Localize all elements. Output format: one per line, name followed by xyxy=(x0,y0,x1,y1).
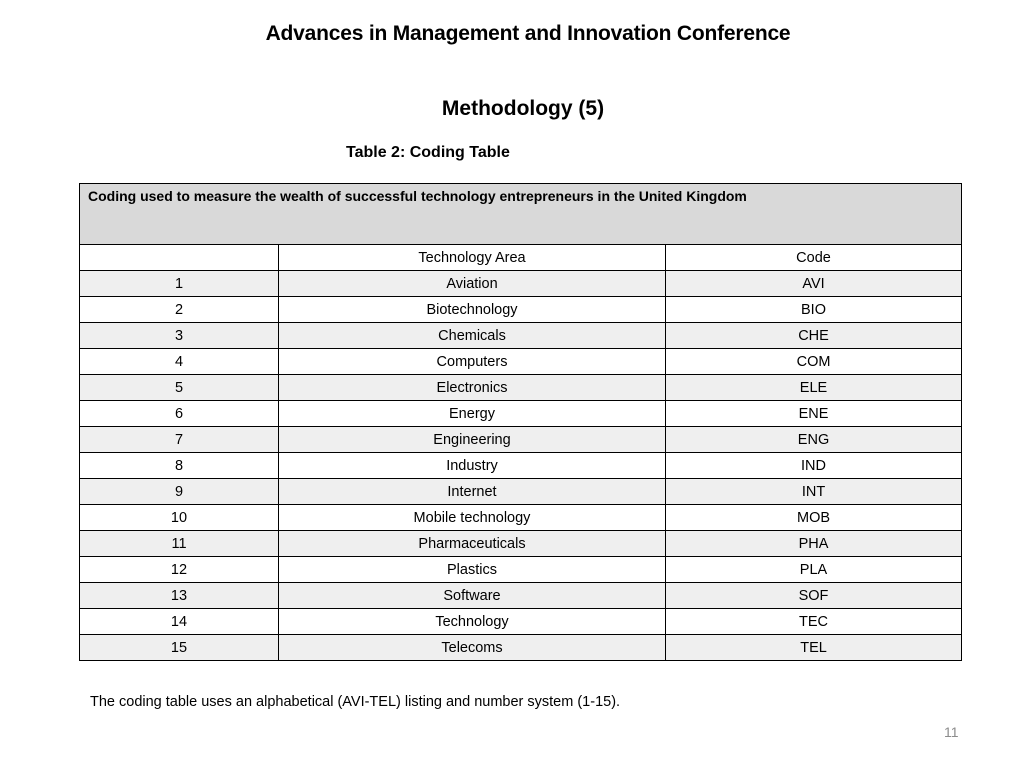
footnote: The coding table uses an alphabetical (AVI-TEL) listing and number system (1-15). xyxy=(90,694,621,710)
row-technology-area: Telecoms xyxy=(279,635,666,661)
table-row xyxy=(80,609,962,635)
row-code: COM xyxy=(666,349,962,375)
table-row xyxy=(80,375,962,401)
row-code: SOF xyxy=(666,583,962,609)
row-code: BIO xyxy=(666,297,962,323)
table-row xyxy=(80,453,962,479)
row-number: 5 xyxy=(80,375,279,401)
row-number: 14 xyxy=(80,609,279,635)
page-number: 11 xyxy=(944,724,959,740)
row-number: 8 xyxy=(80,453,279,479)
row-technology-area: Mobile technology xyxy=(279,505,666,531)
row-technology-area: Plastics xyxy=(279,557,666,583)
table-row xyxy=(80,479,962,505)
row-code: ENE xyxy=(666,401,962,427)
column-header-row xyxy=(80,245,962,271)
row-number: 11 xyxy=(80,531,279,557)
row-technology-area: Engineering xyxy=(279,427,666,453)
row-number: 15 xyxy=(80,635,279,661)
row-code: TEL xyxy=(666,635,962,661)
row-code: MOB xyxy=(666,505,962,531)
row-technology-area: Industry xyxy=(279,453,666,479)
row-technology-area: Chemicals xyxy=(279,323,666,349)
table-header-row xyxy=(80,184,962,245)
table-header-cell: Coding used to measure the wealth of successful technology entrepreneurs in the United Kingdom xyxy=(80,184,962,245)
row-code: TEC xyxy=(666,609,962,635)
column-header-index xyxy=(80,245,279,271)
row-number: 7 xyxy=(80,427,279,453)
row-technology-area: Pharmaceuticals xyxy=(279,531,666,557)
row-number: 10 xyxy=(80,505,279,531)
row-number: 2 xyxy=(80,297,279,323)
row-technology-area: Computers xyxy=(279,349,666,375)
table-row xyxy=(80,505,962,531)
row-number: 1 xyxy=(80,271,279,297)
row-technology-area: Electronics xyxy=(279,375,666,401)
row-code: ENG xyxy=(666,427,962,453)
column-header-technology-area: Technology Area xyxy=(279,245,666,271)
row-number: 6 xyxy=(80,401,279,427)
row-code: ELE xyxy=(666,375,962,401)
row-technology-area: Aviation xyxy=(279,271,666,297)
table-caption: Table 2: Coding Table xyxy=(346,144,510,161)
row-technology-area: Biotechnology xyxy=(279,297,666,323)
row-number: 12 xyxy=(80,557,279,583)
row-number: 13 xyxy=(80,583,279,609)
table-row xyxy=(80,557,962,583)
table-row xyxy=(80,323,962,349)
row-technology-area: Technology xyxy=(279,609,666,635)
table-row xyxy=(80,349,962,375)
column-header-code: Code xyxy=(666,245,962,271)
row-number: 4 xyxy=(80,349,279,375)
table-row xyxy=(80,583,962,609)
table-row xyxy=(80,401,962,427)
table-row xyxy=(80,531,962,557)
table-row xyxy=(80,297,962,323)
row-number: 3 xyxy=(80,323,279,349)
table-row xyxy=(80,271,962,297)
table-row xyxy=(80,635,962,661)
row-code: INT xyxy=(666,479,962,505)
conference-title: Advances in Management and Innovation Conference xyxy=(265,22,791,45)
table-row xyxy=(80,427,962,453)
row-code: AVI xyxy=(666,271,962,297)
slide-title: Methodology (5) xyxy=(441,97,605,120)
row-code: PLA xyxy=(666,557,962,583)
row-technology-area: Internet xyxy=(279,479,666,505)
row-code: PHA xyxy=(666,531,962,557)
row-technology-area: Software xyxy=(279,583,666,609)
row-code: IND xyxy=(666,453,962,479)
row-number: 9 xyxy=(80,479,279,505)
coding-table xyxy=(79,183,962,661)
row-technology-area: Energy xyxy=(279,401,666,427)
row-code: CHE xyxy=(666,323,962,349)
